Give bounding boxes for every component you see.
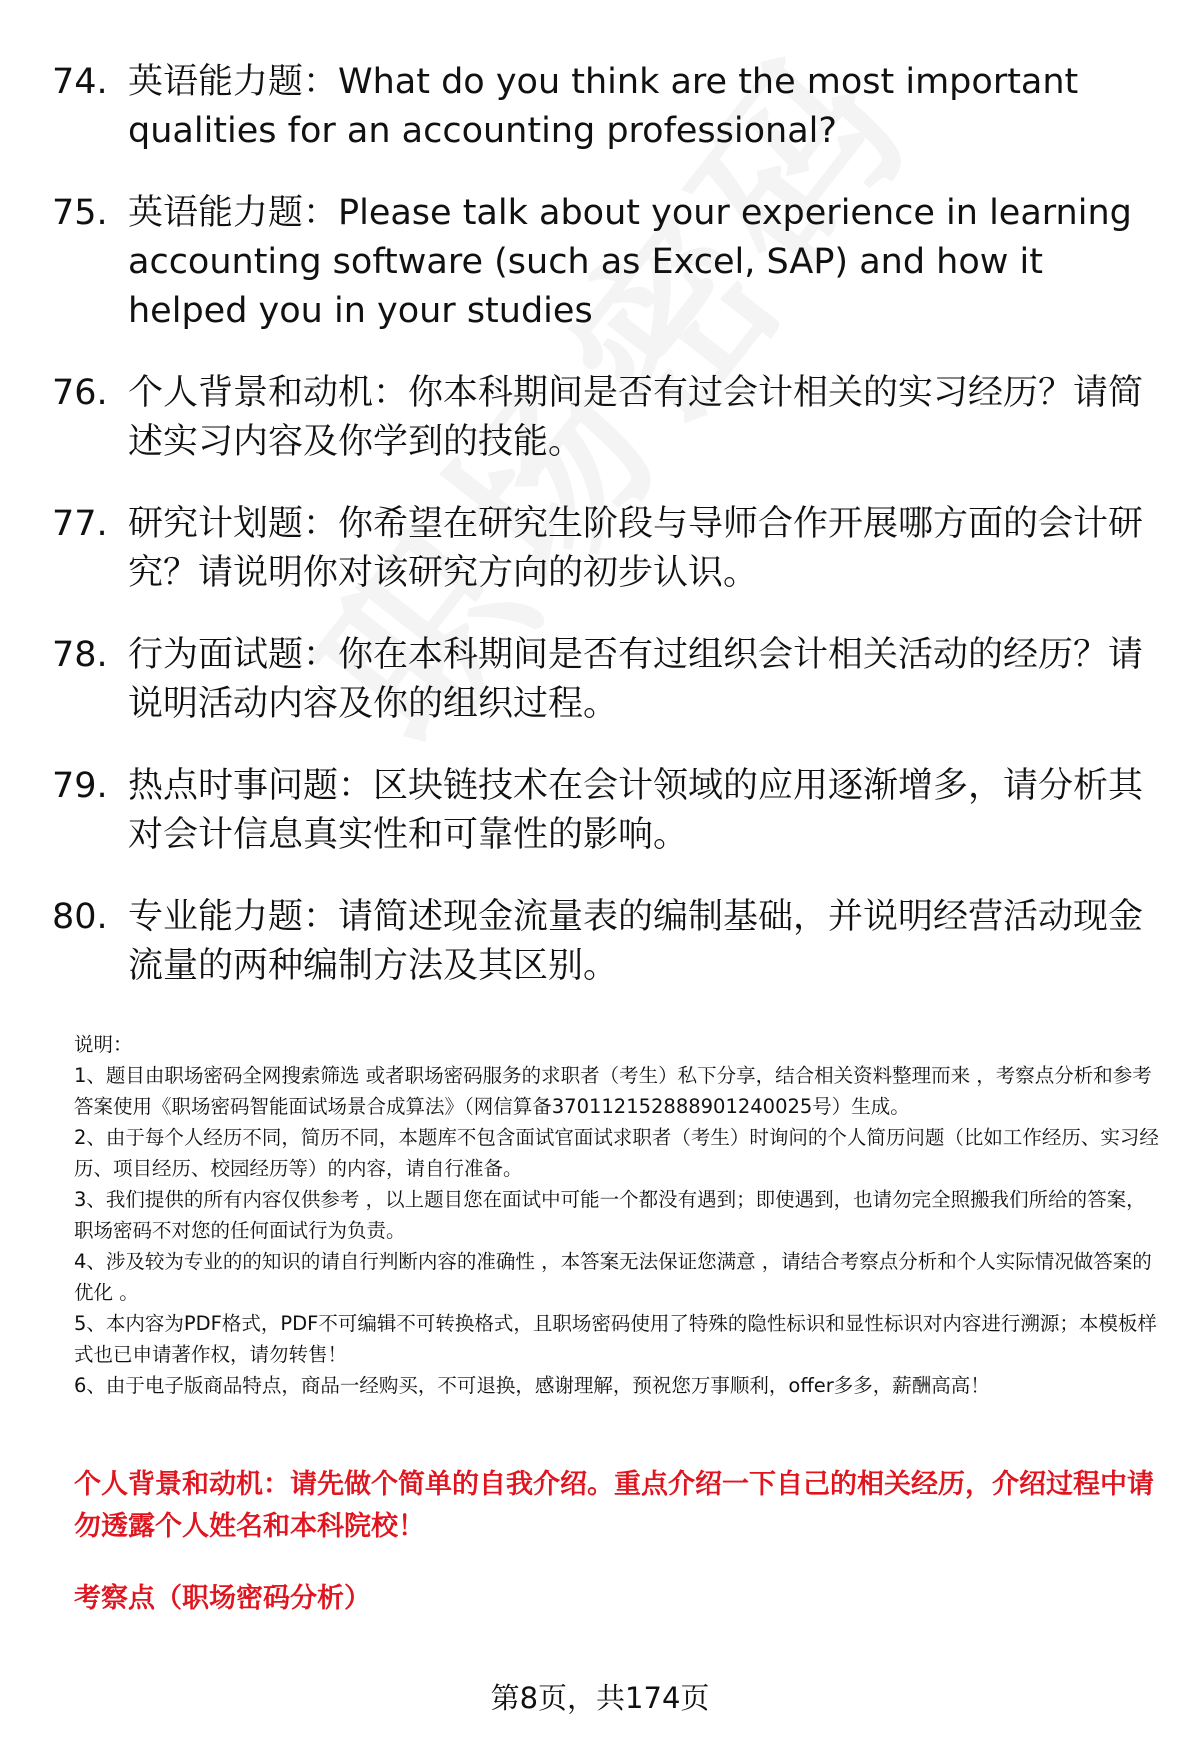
notes-section [74, 1029, 1164, 1401]
question-item [52, 58, 1162, 156]
question-list [52, 58, 1162, 1024]
highlight-intro-question: 个人背景和动机：请先做个简单的自我介绍。重点介绍一下自己的相关经历，介绍过程中请勿透露个人姓名和本科院校！ [74, 1469, 1154, 1542]
question-text: 专业能力题：请简述现金流量表的编制基础，并说明经营活动现金流量的两种编制方法及其区别。 [128, 897, 1144, 986]
note-item: 6、由于电子版商品特点，商品一经购买，不可退换，感谢理解，预祝您万事顺利，offer多多，薪酬高高！ [74, 1374, 990, 1397]
question-number: 75. [52, 193, 108, 233]
note-item: 4、涉及较为专业的的知识的请自行判断内容的准确性 ，本答案无法保证您满意 ，请结合考察点分析和个人实际情况做答案的优化 。 [74, 1250, 1152, 1304]
note-item: 1、题目由职场密码全网搜索筛选 或者职场密码服务的求职者（考生）私下分享，结合相关资料整理而来 ，考察点分析和参考答案使用《职场密码智能面试场景合成算法》（网信算备370112152888901240025号）生成。 [74, 1064, 1152, 1118]
question-number: 78. [52, 635, 108, 675]
question-text: 个人背景和动机：你本科期间是否有过会计相关的实习经历？请简述实习内容及你学到的技能。 [128, 373, 1144, 462]
page-number: 第8页，共174页 [490, 1681, 710, 1715]
question-number: 80. [52, 897, 108, 937]
question-item [52, 189, 1162, 336]
question-number: 79. [52, 766, 108, 806]
question-text: 英语能力题：What do you think are the most important qualities for an accounting professional? [128, 62, 1079, 151]
note-item: 2、由于每个人经历不同，简历不同，本题库不包含面试官面试求职者（考生）时询问的个人简历问题（比如工作经历、实习经历、项目经历、校园经历等）的内容，请自行准备。 [74, 1126, 1159, 1180]
question-text: 热点时事问题：区块链技术在会计领域的应用逐渐增多，请分析其对会计信息真实性和可靠性的影响。 [128, 766, 1144, 855]
question-item [52, 631, 1162, 729]
question-number: 74. [52, 62, 108, 102]
question-item [52, 762, 1162, 860]
note-item: 5、本内容为PDF格式，PDF不可编辑不可转换格式，且职场密码使用了特殊的隐性标识和显性标识对内容进行溯源；本模板样式也已申请著作权，请勿转售！ [74, 1312, 1157, 1366]
question-item [52, 369, 1162, 467]
question-number: 76. [52, 373, 108, 413]
question-item [52, 893, 1162, 991]
analysis-heading: 考察点（职场密码分析） [74, 1583, 371, 1614]
question-text: 研究计划题：你希望在研究生阶段与导师合作开展哪方面的会计研究？请说明你对该研究方向的初步认识。 [128, 504, 1144, 593]
question-text: 英语能力题：Please talk about your experience in learning accounting software (such as Excel, SAP) and how it helped you in your studies [128, 193, 1132, 331]
note-item: 3、我们提供的所有内容仅供参考 ，以上题目您在面试中可能一个都没有遇到；即使遇到，也请勿完全照搬我们所给的答案，职场密码不对您的任何面试行为负责。 [74, 1188, 1146, 1242]
question-item [52, 500, 1162, 598]
question-number: 77. [52, 504, 108, 544]
question-text: 行为面试题：你在本科期间是否有过组织会计相关活动的经历？请说明活动内容及你的组织过程。 [128, 635, 1144, 724]
notes-title: 说明： [74, 1033, 133, 1056]
